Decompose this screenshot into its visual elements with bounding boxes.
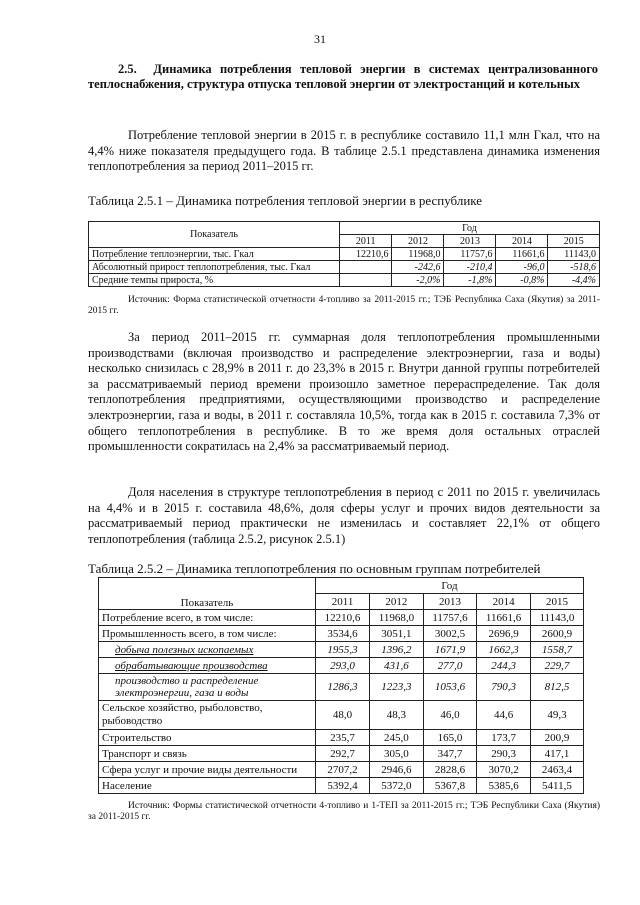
table-cell bbox=[340, 261, 392, 274]
section-number: 2.5. bbox=[118, 62, 137, 76]
table2-year: 2014 bbox=[477, 594, 531, 610]
paragraph-1 bbox=[88, 128, 600, 175]
table2-row-label: обрабатывающие производства bbox=[99, 658, 316, 674]
table1-source-text: Источник: Форма статистической отчетности 4-топливо за 2011-2015 гг.; ТЭБ Республика Саха (Якутия) за 2011-2015 гг. bbox=[88, 295, 600, 316]
table-cell: 3051,1 bbox=[370, 626, 424, 642]
table-cell: 12210,6 bbox=[316, 610, 370, 626]
table2-row-label: производство и распределение электроэнергии, газа и воды bbox=[99, 674, 316, 701]
table-row bbox=[99, 642, 584, 658]
table1-row-label: Средние темпы прироста, % bbox=[89, 274, 340, 287]
table-row bbox=[99, 658, 584, 674]
paragraph-2-text: За период 2011–2015 гг. суммарная доля теплопотребления промышленными производствами (включая производство и распределение электроэнергии, газа и воды) несколько снизилась с 28,9% в 2011 г. до 23,3% в 2015 г. Внутри данной группы потребителей за рассматриваемый период времени произошло заметное перераспределение. Так доля теплопотребления предприятиями, осуществляющими производство и распределение электроэнергии, газа и воды, в 2011 г. составляла 10,5%, тогда как в 2015 г. составила 7,3% от общего теплопотребления в республике. В то же время доля остальных отраслей промышленности сократилась на 2,4% за рассматриваемый период. bbox=[88, 330, 600, 454]
table-cell: -0,8% bbox=[496, 274, 548, 287]
table-cell: 305,0 bbox=[370, 746, 424, 762]
table-cell: 173,7 bbox=[477, 730, 531, 746]
table2-row-label: Сфера услуг и прочие виды деятельности bbox=[99, 762, 316, 778]
table1-year: 2015 bbox=[548, 235, 600, 248]
table-cell: 290,3 bbox=[477, 746, 531, 762]
table-cell: 11757,6 bbox=[444, 248, 496, 261]
table2-row-label: Транспорт и связь bbox=[99, 746, 316, 762]
table-cell: 48,3 bbox=[370, 701, 424, 730]
table-cell: 49,3 bbox=[530, 701, 583, 730]
table-cell: 48,0 bbox=[316, 701, 370, 730]
table2-caption: Таблица 2.5.2 – Динамика теплопотребления по основным группам потребителей bbox=[88, 561, 541, 576]
table2-year: 2013 bbox=[423, 594, 477, 610]
table-cell: 292,7 bbox=[316, 746, 370, 762]
table-cell: 5411,5 bbox=[530, 778, 583, 794]
table2-year: 2011 bbox=[316, 594, 370, 610]
table-row bbox=[99, 746, 584, 762]
table2-row-label: Сельское хозяйство, рыболовство, рыбоводство bbox=[99, 701, 316, 730]
table-cell: 277,0 bbox=[423, 658, 477, 674]
table-cell: 11757,6 bbox=[423, 610, 477, 626]
paragraph-1-text: Потребление тепловой энергии в 2015 г. в республике составило 11,1 млн Гкал, что на 4,4% ниже показателя предыдущего года. В таблице 2.5.1 представлена динамика изменения теплопотребления за период 2011–2015 гг. bbox=[88, 128, 600, 174]
table-cell: 2463,4 bbox=[530, 762, 583, 778]
table-cell: 347,7 bbox=[423, 746, 477, 762]
paragraph-3-text: Доля населения в структуре теплопотребления в период с 2011 по 2015 г. увеличилась на 4,4% и в 2015 г. составила 48,6%, доля сферы услуг и прочих видов деятельности за рассматриваемый период практически не изменилась и составляет 22,1% от общего теплопотребления (таблица 2.5.2, рисунок 2.5.1) bbox=[88, 485, 600, 546]
table-cell: 11968,0 bbox=[370, 610, 424, 626]
table1-source bbox=[88, 295, 600, 317]
table-cell: 5392,4 bbox=[316, 778, 370, 794]
table-cell: 200,9 bbox=[530, 730, 583, 746]
table-cell: -210,4 bbox=[444, 261, 496, 274]
table-2-5-2 bbox=[98, 577, 584, 794]
table2-header-indicator: Показатель bbox=[99, 578, 316, 610]
table2-source bbox=[88, 801, 600, 823]
table-cell: 812,5 bbox=[530, 674, 583, 701]
table-row bbox=[99, 674, 584, 701]
table-cell: 11968,0 bbox=[392, 248, 444, 261]
table-cell: 431,6 bbox=[370, 658, 424, 674]
paragraph-3 bbox=[88, 485, 600, 547]
table-cell: 235,7 bbox=[316, 730, 370, 746]
table-cell: 1396,2 bbox=[370, 642, 424, 658]
table-cell: 11143,0 bbox=[548, 248, 600, 261]
table-cell: -242,6 bbox=[392, 261, 444, 274]
table-row bbox=[99, 730, 584, 746]
table2-header-year: Год bbox=[316, 578, 584, 594]
table-cell: 1286,3 bbox=[316, 674, 370, 701]
section-title: Динамика потребления тепловой энергии в системах централизованного теплоснабжения, структура отпуска тепловой энергии от электростанций и котельных bbox=[88, 62, 598, 91]
table-cell: -2,0% bbox=[392, 274, 444, 287]
paragraph-2 bbox=[88, 330, 600, 455]
page-number: 31 bbox=[314, 32, 326, 46]
table-cell: -518,6 bbox=[548, 261, 600, 274]
table-cell: 5385,6 bbox=[477, 778, 531, 794]
table2-row-label: Промышленность всего, в том числе: bbox=[99, 626, 316, 642]
table-row bbox=[99, 762, 584, 778]
table-cell: 44,6 bbox=[477, 701, 531, 730]
table-cell: 1558,7 bbox=[530, 642, 583, 658]
table-cell: 1053,6 bbox=[423, 674, 477, 701]
table-row bbox=[99, 701, 584, 730]
table-cell: 1955,3 bbox=[316, 642, 370, 658]
section-heading bbox=[88, 62, 598, 92]
table-cell: 1671,9 bbox=[423, 642, 477, 658]
table-cell: 11661,6 bbox=[477, 610, 531, 626]
table-cell: 2696,9 bbox=[477, 626, 531, 642]
table1-header-indicator: Показатель bbox=[89, 222, 340, 248]
table-cell: 244,3 bbox=[477, 658, 531, 674]
table-cell: 3070,2 bbox=[477, 762, 531, 778]
table1-row-label: Абсолютный прирост теплопотребления, тыс. Гкал bbox=[89, 261, 340, 274]
table-cell: 790,3 bbox=[477, 674, 531, 701]
table-cell: 1662,3 bbox=[477, 642, 531, 658]
table2-year: 2012 bbox=[370, 594, 424, 610]
table2-row-label: Строительство bbox=[99, 730, 316, 746]
table-cell: 3002,5 bbox=[423, 626, 477, 642]
table-cell: 46,0 bbox=[423, 701, 477, 730]
table2-row-label: Потребление всего, в том числе: bbox=[99, 610, 316, 626]
table-cell: 5372,0 bbox=[370, 778, 424, 794]
table-cell: 11661,6 bbox=[496, 248, 548, 261]
table2-year: 2015 bbox=[530, 594, 583, 610]
table-cell: 2946,6 bbox=[370, 762, 424, 778]
table1-year: 2011 bbox=[340, 235, 392, 248]
table-cell: 12210,6 bbox=[340, 248, 392, 261]
table-cell: -4,4% bbox=[548, 274, 600, 287]
table-cell: 417,1 bbox=[530, 746, 583, 762]
table-cell: 165,0 bbox=[423, 730, 477, 746]
table1-header-year: Год bbox=[340, 222, 600, 235]
table-cell: 1223,3 bbox=[370, 674, 424, 701]
table-cell: 2600,9 bbox=[530, 626, 583, 642]
table-row bbox=[89, 274, 600, 287]
table1-year: 2012 bbox=[392, 235, 444, 248]
table1-row-label: Потребление теплоэнергии, тыс. Гкал bbox=[89, 248, 340, 261]
table1-caption: Таблица 2.5.1 – Динамика потребления тепловой энергии в республике bbox=[88, 193, 483, 208]
table-cell: -1,8% bbox=[444, 274, 496, 287]
table2-row-label: Население bbox=[99, 778, 316, 794]
table-cell bbox=[340, 274, 392, 287]
table-row bbox=[99, 626, 584, 642]
table-cell: 293,0 bbox=[316, 658, 370, 674]
table-row bbox=[99, 778, 584, 794]
table-cell: 229,7 bbox=[530, 658, 583, 674]
table1-year: 2014 bbox=[496, 235, 548, 248]
table-row bbox=[89, 261, 600, 274]
table-cell: 245,0 bbox=[370, 730, 424, 746]
table-cell: 11143,0 bbox=[530, 610, 583, 626]
table-cell: 2828,6 bbox=[423, 762, 477, 778]
table2-source-text: Источник: Формы статистической отчетности 4-топливо и 1-ТЕП за 2011-2015 гг.; ТЭБ Республики Саха (Якутия) за 2011-2015 гг. bbox=[88, 801, 600, 822]
table-row bbox=[89, 248, 600, 261]
table-row bbox=[99, 610, 584, 626]
table1-year: 2013 bbox=[444, 235, 496, 248]
table-2-5-1 bbox=[88, 221, 600, 287]
table-cell: 3534,6 bbox=[316, 626, 370, 642]
table-cell: -96,0 bbox=[496, 261, 548, 274]
table-cell: 5367,8 bbox=[423, 778, 477, 794]
table2-row-label: добыча полезных ископаемых bbox=[99, 642, 316, 658]
table-cell: 2707,2 bbox=[316, 762, 370, 778]
